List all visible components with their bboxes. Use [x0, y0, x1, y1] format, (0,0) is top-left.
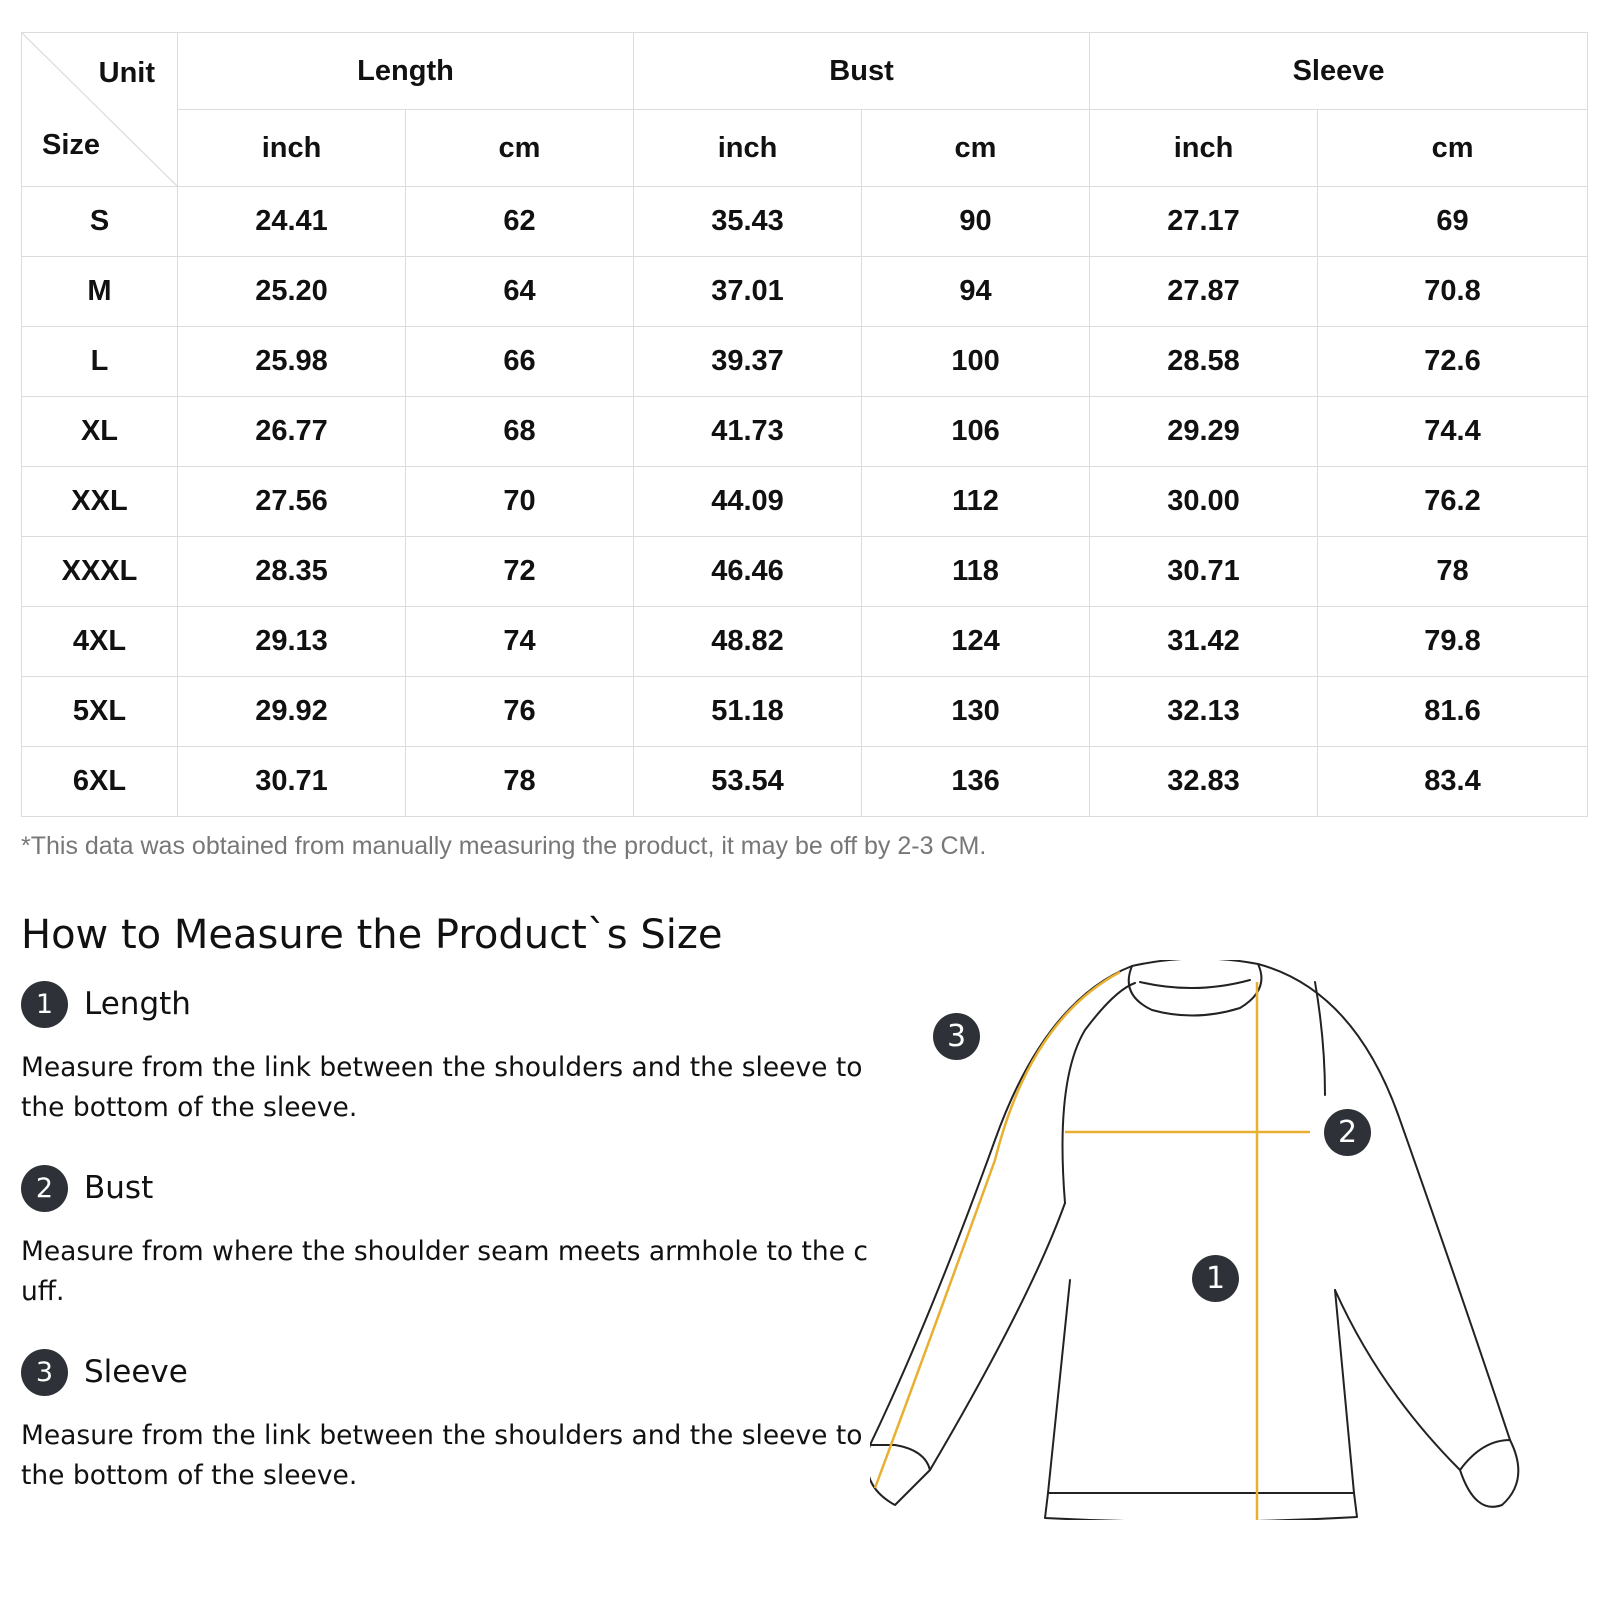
measurement-cell: 70	[406, 467, 634, 537]
step-description: Measure from where the shoulder seam meets armhole to the cuff.	[21, 1236, 869, 1307]
measurement-cell: 37.01	[634, 257, 862, 327]
measurement-cell: 29.92	[178, 677, 406, 747]
size-chart-table	[21, 32, 1588, 817]
measurement-cell: 26.77	[178, 397, 406, 467]
measurement-cell: 44.09	[634, 467, 862, 537]
measurement-cell: 25.98	[178, 327, 406, 397]
step-length	[21, 980, 871, 1128]
table-row	[22, 537, 1588, 607]
size-cell: XXXL	[22, 537, 178, 607]
measurement-cell: 76	[406, 677, 634, 747]
size-cell: XL	[22, 397, 178, 467]
table-row	[22, 257, 1588, 327]
measurement-cell: 29.13	[178, 607, 406, 677]
measurement-cell: 72.6	[1318, 327, 1588, 397]
measurement-cell: 24.41	[178, 187, 406, 257]
unit-header: cm	[406, 110, 634, 187]
step-number-badge: 1	[21, 981, 68, 1028]
measurement-cell: 76.2	[1318, 467, 1588, 537]
table-row	[22, 467, 1588, 537]
unit-header: inch	[178, 110, 406, 187]
measurement-note: *This data was obtained from manually measuring the product, it may be off by 2-3 CM.	[21, 832, 987, 860]
measurement-cell: 66	[406, 327, 634, 397]
measurement-cell: 112	[862, 467, 1090, 537]
measurement-cell: 130	[862, 677, 1090, 747]
size-cell: XXL	[22, 467, 178, 537]
measurement-cell: 118	[862, 537, 1090, 607]
group-header-length: Length	[178, 33, 634, 110]
unit-header: inch	[1090, 110, 1318, 187]
measurement-cell: 69	[1318, 187, 1588, 257]
measurement-cell: 62	[406, 187, 634, 257]
step-description: Measure from the link between the shoulders and the sleeve to the bottom of the sleeve.	[21, 1052, 863, 1123]
measurement-cell: 68	[406, 397, 634, 467]
unit-header: cm	[862, 110, 1090, 187]
measurement-cell: 78	[406, 747, 634, 817]
table-row	[22, 677, 1588, 747]
measurement-cell: 25.20	[178, 257, 406, 327]
sleeve-measure-line	[875, 972, 1120, 1488]
step-bust	[21, 1164, 871, 1312]
measurement-cell: 79.8	[1318, 607, 1588, 677]
measurement-cell: 74.4	[1318, 397, 1588, 467]
step-number-badge: 2	[21, 1165, 68, 1212]
measurement-cell: 32.83	[1090, 747, 1318, 817]
measurement-cell: 28.58	[1090, 327, 1318, 397]
step-description: Measure from the link between the shoulders and the sleeve to the bottom of the sleeve.	[21, 1420, 863, 1491]
step-number-badge: 3	[21, 1349, 68, 1396]
measurement-cell: 64	[406, 257, 634, 327]
measurement-cell: 30.00	[1090, 467, 1318, 537]
table-row	[22, 397, 1588, 467]
guide-title: How to Measure the Product`s Size	[21, 912, 723, 958]
measurement-cell: 27.17	[1090, 187, 1318, 257]
size-label: Size	[42, 129, 101, 161]
measurement-cell: 83.4	[1318, 747, 1588, 817]
measurement-cell: 48.82	[634, 607, 862, 677]
measurement-cell: 51.18	[634, 677, 862, 747]
step-title: Sleeve	[84, 1354, 188, 1390]
measurement-cell: 70.8	[1318, 257, 1588, 327]
marker-bust: 2	[1324, 1109, 1371, 1156]
measurement-cell: 27.56	[178, 467, 406, 537]
group-header-bust: Bust	[634, 33, 1090, 110]
size-cell: 6XL	[22, 747, 178, 817]
step-title: Length	[84, 986, 191, 1022]
unit-header: cm	[1318, 110, 1588, 187]
measurement-cell: 81.6	[1318, 677, 1588, 747]
measurement-cell: 41.73	[634, 397, 862, 467]
size-cell: M	[22, 257, 178, 327]
corner-header-cell	[22, 33, 178, 187]
measurement-cell: 31.42	[1090, 607, 1318, 677]
measurement-cell: 35.43	[634, 187, 862, 257]
unit-label: Unit	[98, 57, 155, 89]
size-cell: S	[22, 187, 178, 257]
diagonal-divider	[22, 33, 177, 186]
measurement-cell: 78	[1318, 537, 1588, 607]
measurement-cell: 106	[862, 397, 1090, 467]
measurement-cell: 39.37	[634, 327, 862, 397]
marker-length: 1	[1192, 1255, 1239, 1302]
measurement-cell: 27.87	[1090, 257, 1318, 327]
measurement-cell: 136	[862, 747, 1090, 817]
measurement-cell: 124	[862, 607, 1090, 677]
measurement-cell: 53.54	[634, 747, 862, 817]
size-cell: 4XL	[22, 607, 178, 677]
table-row	[22, 607, 1588, 677]
measurement-cell: 46.46	[634, 537, 862, 607]
measurement-cell: 90	[862, 187, 1090, 257]
measurement-cell: 28.35	[178, 537, 406, 607]
measurement-cell: 100	[862, 327, 1090, 397]
size-rows	[22, 187, 1588, 817]
step-title: Bust	[84, 1170, 154, 1206]
group-header-sleeve: Sleeve	[1090, 33, 1588, 110]
step-sleeve	[21, 1348, 871, 1496]
sweatshirt-illustration	[870, 960, 1570, 1520]
table-row	[22, 187, 1588, 257]
measurement-cell: 72	[406, 537, 634, 607]
measurement-cell: 32.13	[1090, 677, 1318, 747]
measurement-cell: 74	[406, 607, 634, 677]
table-row	[22, 747, 1588, 817]
size-cell: 5XL	[22, 677, 178, 747]
table-row	[22, 327, 1588, 397]
size-cell: L	[22, 327, 178, 397]
measurement-cell: 30.71	[178, 747, 406, 817]
marker-sleeve: 3	[933, 1013, 980, 1060]
measurement-cell: 29.29	[1090, 397, 1318, 467]
measurement-cell: 30.71	[1090, 537, 1318, 607]
unit-header: inch	[634, 110, 862, 187]
measurement-cell: 94	[862, 257, 1090, 327]
